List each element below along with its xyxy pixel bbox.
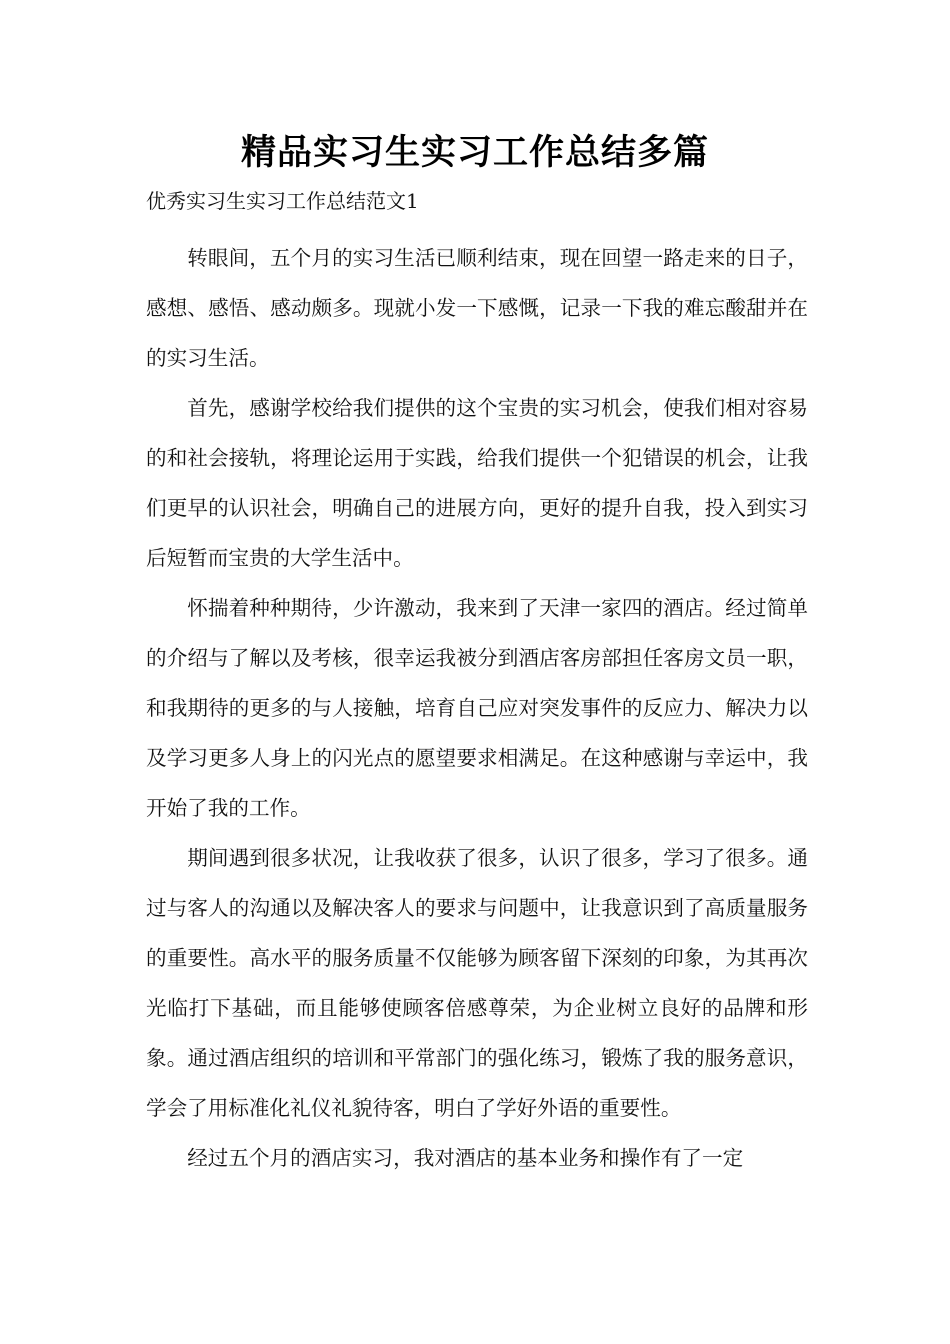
document-title: 精品实习生实习工作总结多篇 (240, 133, 709, 173)
document-subtitle: 优秀实习生实习工作总结范文1 (146, 189, 419, 213)
paragraph-4: 期间遇到很多状况，让我收获了很多，认识了很多，学习了很多。通过与客人的沟通以及解决客人的要求与问题中，让我意识到了高质量服务的重要性。高水平的服务质量不仅能够为顾客留下深刻的印象，为其再次光临打下基础，而且能够使顾客倍感尊荣，为企业树立良好的品牌和形象。通过酒店组织的培训和平常部门的强化练习，锻炼了我的服务意识，学会了用标准化礼仪礼貌待客，明白了学好外语的重要性。 (146, 846, 808, 1120)
paragraph-3: 怀揣着种种期待，少许激动，我来到了天津一家四的酒店。经过简单的介绍与了解以及考核，很幸运我被分到酒店客房部担任客房文员一职，和我期待的更多的与人接触，培育自己应对突发事件的反应力、解决力以及学习更多人身上的闪光点的愿望要求相满足。在这种感谢与幸运中，我开始了我的工作。 (146, 596, 808, 820)
paragraph-2: 首先，感谢学校给我们提供的这个宝贵的实习机会，使我们相对容易的和社会接轨，将理论运用于实践，给我们提供一个犯错误的机会，让我们更早的认识社会，明确自己的进展方向，更好的提升自我，投入到实习后短暂而宝贵的大学生活中。 (146, 396, 808, 570)
paragraph-5: 经过五个月的酒店实习，我对酒店的基本业务和操作有了一定 (187, 1146, 744, 1170)
document-body (146, 233, 808, 1183)
paragraph-1: 转眼间，五个月的实习生活已顺利结束，现在回望一路走来的日子，感想、感悟、感动颇多。现就小发一下感慨，记录一下我的难忘酸甜并在的实习生活。 (146, 246, 808, 370)
